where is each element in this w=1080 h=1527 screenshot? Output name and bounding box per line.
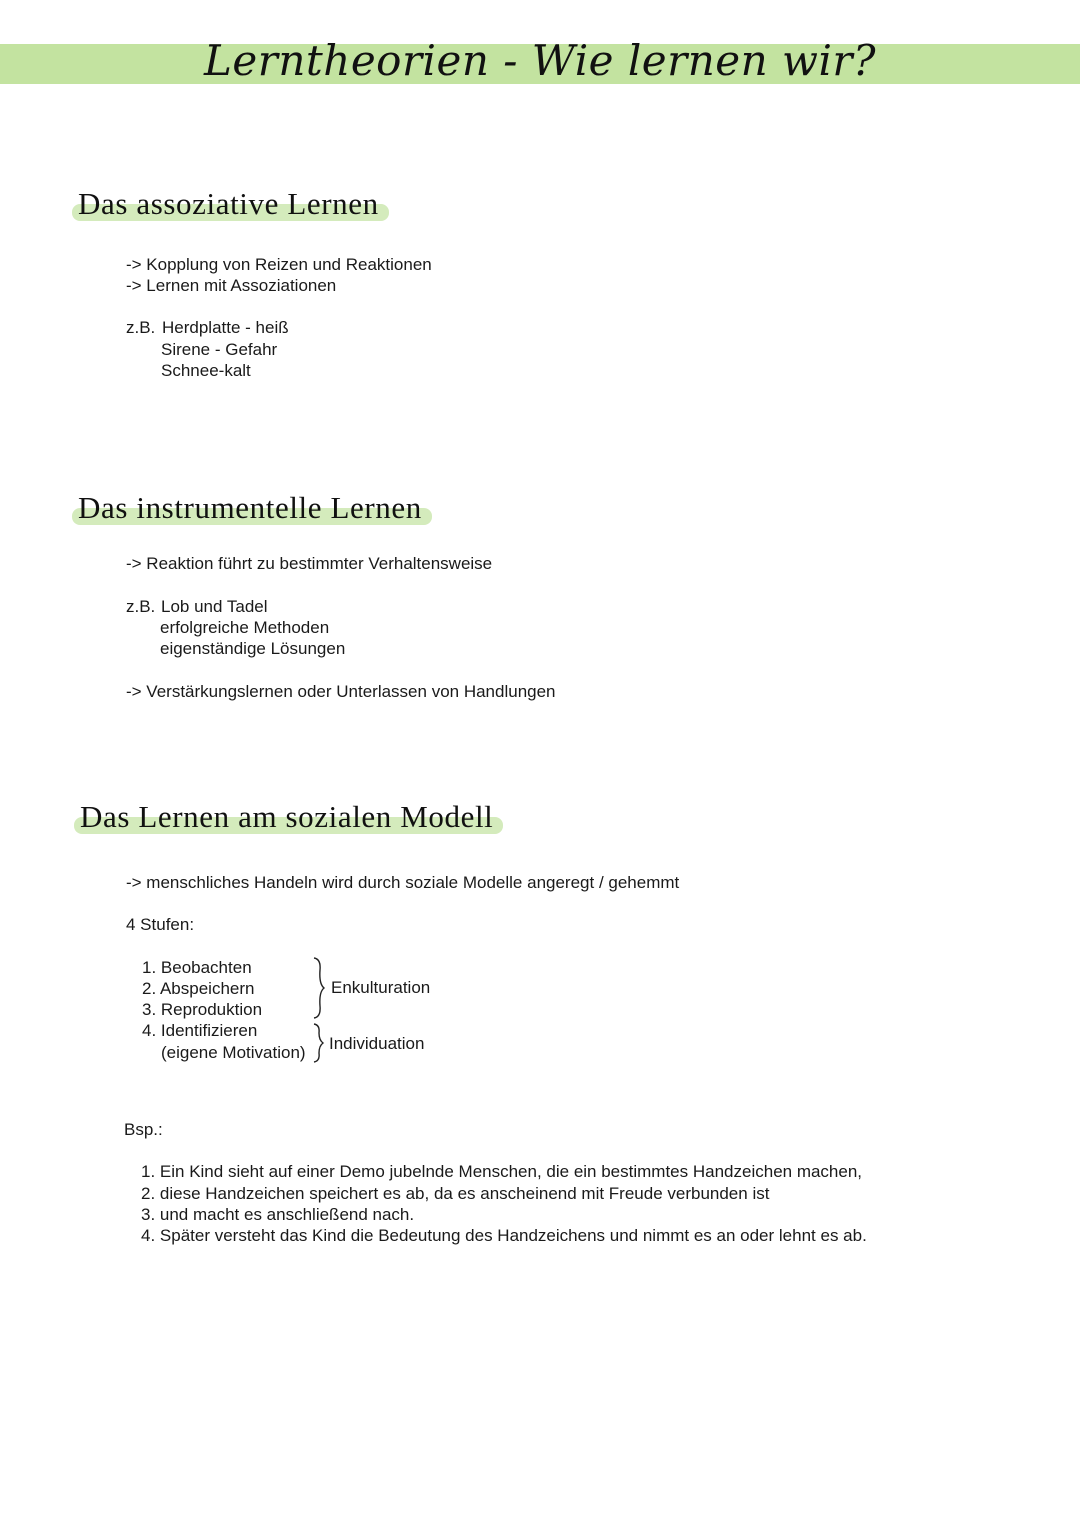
social-example-3: 3. und macht es anschließend nach. [141,1205,415,1224]
associative-example-3: Schnee-kalt [161,361,251,380]
stage-2: 2. Abspeichern [142,979,255,998]
stage-1: 1. Beobachten [142,958,252,977]
associative-example-2: Sirene - Gefahr [161,340,278,359]
instrumental-example-label: z.B. [126,597,156,616]
stages-label: 4 Stufen: [126,915,195,934]
social-point: -> menschliches Handeln wird durch soziale Modelle angeregt / gehemmt [126,873,680,892]
instrumental-conclusion: -> Verstärkungslernen oder Unterlassen von Handlungen [126,682,556,701]
brace-enkulturation [310,956,330,1020]
stage-4: 4. Identifizieren [142,1021,258,1040]
associative-example-1: Herdplatte - heiß [162,318,289,337]
associative-point-2: -> Lernen mit Assoziationen [126,276,337,295]
instrumental-example-2: erfolgreiche Methoden [160,618,330,637]
instrumental-example-1: Lob und Tadel [161,597,268,616]
associative-example-label: z.B. [126,318,156,337]
section-heading-social: Das Lernen am sozialen Modell [80,799,493,835]
group-individuation: Individuation [329,1034,425,1053]
instrumental-example-3: eigenständige Lösungen [160,639,346,658]
brace-individuation [310,1022,330,1064]
instrumental-point: -> Reaktion führt zu bestimmter Verhaltensweise [126,554,493,573]
social-example-1: 1. Ein Kind sieht auf einer Demo jubelnde Menschen, die ein bestimmtes Handzeichen machen, [141,1162,863,1181]
section-heading-associative: Das assoziative Lernen [78,186,379,222]
associative-point-1: -> Kopplung von Reizen und Reaktionen [126,255,432,274]
social-example-2: 2. diese Handzeichen speichert es ab, da es anscheinend mit Freude verbunden ist [141,1184,770,1203]
stage-3: 3. Reproduktion [142,1000,263,1019]
page-title: Lerntheorien - Wie lernen wir? [204,36,876,85]
stage-4-note: (eigene Motivation) [161,1043,306,1062]
group-enkulturation: Enkulturation [331,978,431,997]
section-heading-instrumental: Das instrumentelle Lernen [78,490,422,526]
social-example-4: 4. Später versteht das Kind die Bedeutung des Handzeichens und nimmt es an oder lehnt es ab. [141,1226,867,1245]
social-example-label: Bsp.: [124,1120,163,1139]
